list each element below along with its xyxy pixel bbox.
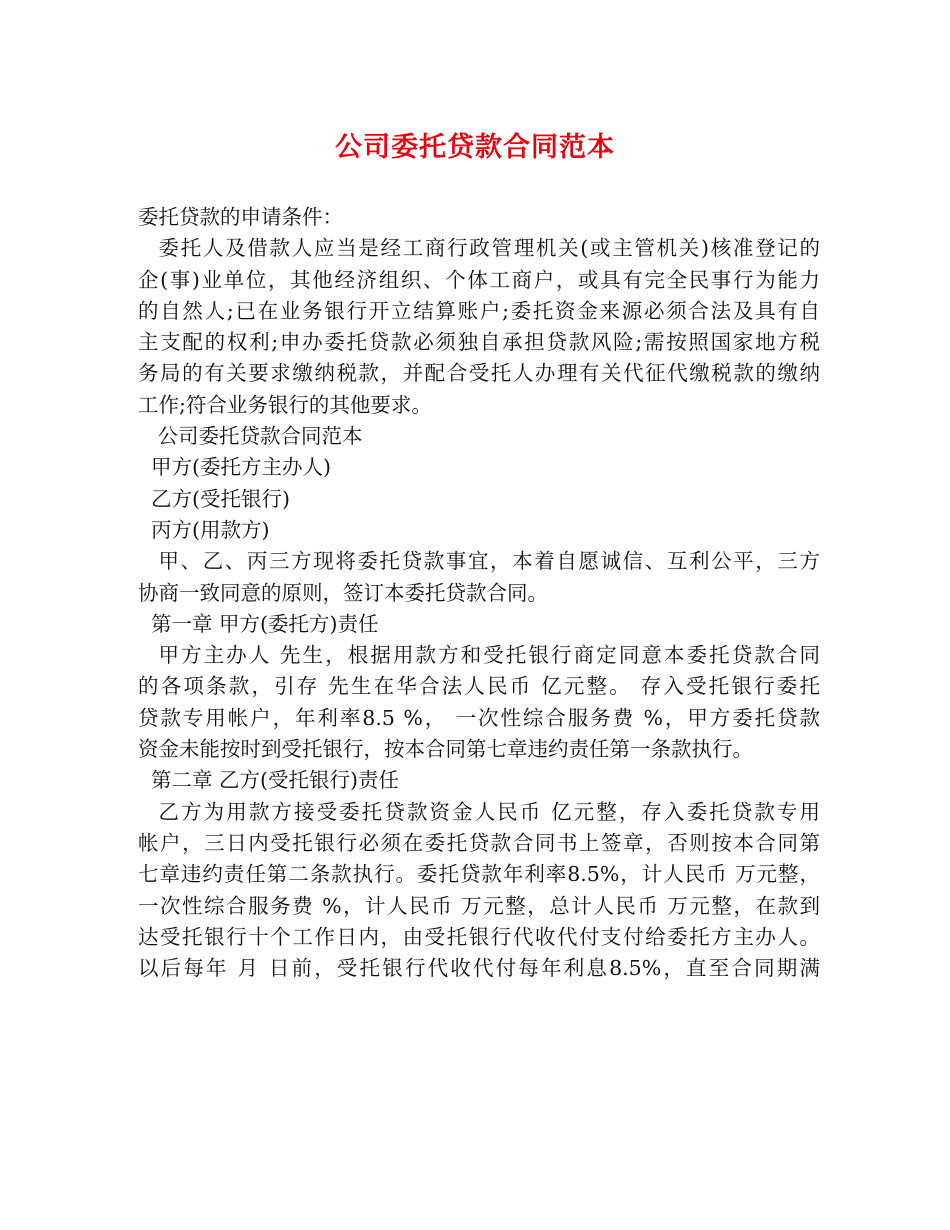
text-line: 工作;符合业务银行的其他要求。 — [138, 392, 432, 417]
text-line: 委托贷款的申请条件： — [138, 205, 343, 229]
text-line: 第二章 乙方(受托银行)责任 — [138, 768, 400, 793]
text-line: 务局的有关要求缴纳税款，并配合受托人办理有关代征代缴税款的缴纳 — [138, 361, 820, 386]
text-line: 资金未能按时到受托银行，按本合同第七章违约责任第一条款执行。 — [138, 737, 753, 762]
text-line: 一次性综合服务费 %，计人民币 万元整，总计人民币 万元整，在款到 — [138, 893, 820, 918]
text-line: 企(事)业单位，其他经济组织、个体工商户，或具有完全民事行为能力 — [138, 267, 820, 292]
document-title: 公司委托贷款合同范本 — [335, 132, 615, 163]
text-line: 第一章 甲方(委托方)责任 — [138, 611, 379, 636]
text-line: 甲、乙、丙三方现将委托贷款事宜，本着自愿诚信、互利公平，三方 — [158, 549, 820, 574]
text-line: 七章违约责任第二条款执行。委托贷款年利率8.5%，计人民币 万元整， — [138, 862, 820, 887]
text-line: 的自然人;已在业务银行开立结算账户;委托资金来源必须合法及具有自 — [138, 298, 820, 323]
text-line: 乙方为用款方接受委托贷款资金人民币 亿元整，存入委托贷款专用 — [158, 799, 820, 824]
text-line: 乙方(受托银行) — [138, 486, 291, 511]
text-line: 委托人及借款人应当是经工商行政管理机关(或主管机关)核准登记的 — [158, 236, 820, 261]
text-line: 达受托银行十个工作日内，由受托银行代收代付支付给委托方主办人。 — [138, 924, 820, 949]
text-line: 协商一致同意的原则，签订本委托贷款合同。 — [138, 580, 548, 605]
text-line: 丙方(用款方) — [138, 517, 270, 542]
text-line: 公司委托贷款合同范本 — [138, 424, 363, 449]
text-line: 帐户，三日内受托银行必须在委托贷款合同书上签章，否则按本合同第 — [138, 830, 820, 855]
text-line: 贷款专用帐户，年利率8.5 %， 一次性综合服务费 %，甲方委托贷款 — [138, 705, 820, 730]
text-line: 甲方主办人 先生，根据用款方和受托银行商定同意本委托贷款合同 — [158, 643, 820, 668]
document-body — [138, 202, 820, 984]
text-line: 主支配的权利;申办委托贷款必须独自承担贷款风险;需按照国家地方税 — [138, 330, 820, 355]
text-line: 以后每年 月 日前，受托银行代收代付每年利息8.5%，直至合同期满 — [138, 956, 820, 981]
text-line: 的各项条款，引存 先生在华合法人民币 亿元整。 存入受托银行委托 — [138, 674, 820, 699]
text-line: 甲方(委托方主办人) — [138, 455, 332, 480]
